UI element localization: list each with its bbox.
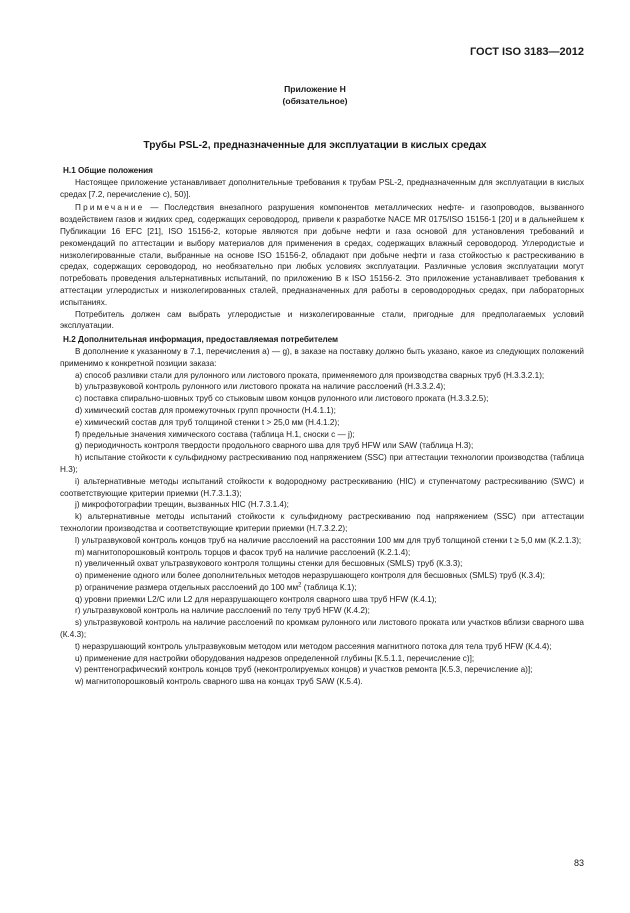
- superscript-2: 2: [298, 582, 302, 589]
- note-paragraph: [60, 202, 584, 308]
- list-item-b: b) ультразвуковой контроль рулонного или листового проката на наличие расслоений (Н.3.3.2.4);: [75, 382, 446, 392]
- list-item-f: f) предельные значения химического состава (таблица Н.1, сноски с — j);: [75, 429, 355, 439]
- list-item-n: n) увеличенный охват ультразвукового контроля толщины стенки для бесшовных (SMLS) труб (К.3.3);: [75, 559, 463, 569]
- section-heading-h1: Н.1 Общие положения: [63, 166, 153, 175]
- paragraph-h2-intro: В дополнение к указанному в 7.1, перечисления а) — g), в заказе на поставку должно быть указано, какое из следующих положений применимо к конкретной позиции заказа:: [60, 346, 584, 368]
- appendix-heading: [0, 83, 630, 107]
- list-item-p: [60, 582, 584, 594]
- list-item-w: w) магнитопорошковый контроль сварного шва на концах труб SAW (К.5.4).: [75, 677, 363, 687]
- appendix-status: (обязательное): [282, 96, 348, 106]
- standard-number: ГОСТ ISO 3183—2012: [469, 46, 584, 58]
- list-item-l: l) ультразвуковой контроль концов труб на наличие расслоений на расстоянии 100 мм для труб толщиной стенки t ≥ 5,0 мм (К.2.1.3);: [75, 535, 582, 545]
- list-item-k: k) альтернативные методы испытаний стойкости к сульфидному растрескиванию под напряжением (SSC) при аттестации технологии производства и соответствующие критерии приемки (Н.7.3.2.2);: [60, 512, 584, 533]
- list-item-c: с) поставка спирально-шовных труб со стыковым швом концов рулонного или листового проката (Н.3.3.2.5);: [75, 394, 489, 404]
- note-label: Примечание: [75, 203, 145, 213]
- appendix-title: Приложение Н: [284, 84, 346, 94]
- list-item-h: h) испытание стойкости к сульфидному растрескиванию под напряжением (SSC) при аттестации технологии производства (таблица Н.3);: [60, 453, 584, 474]
- list-item-g: g) периодичность контроля твердости продольного сварного шва для труб HFW или SAW (таблица Н.3);: [75, 441, 474, 451]
- paragraph-h1-intro: Настоящее приложение устанавливает дополнительные требования к трубам PSL-2, предназначенным для эксплуатации в кислых средах [7.2, перечисление с), 50)].: [60, 177, 584, 199]
- list-item-j: j) микрофотографии трещин, вызванных HIC (Н.7.3.1.4);: [75, 500, 289, 510]
- list-item-e: е) химический состав для труб толщиной стенки t > 25,0 мм (Н.4.1.2);: [75, 417, 340, 427]
- list-item-i: i) альтернативные методы испытаний стойкости к водородному растрескиванию (HIC) и ступенчатому растрескиванию (SWC) и соответствующие критерии приемки (Н.7.3.1.3);: [60, 476, 584, 498]
- list-item-q: q) уровни приемки L2/C или L2 для неразрушающего контроля сварного шва труб HFW (К.4.1);: [75, 594, 437, 604]
- list-item-d: d) химический состав для промежуточных групп прочности (Н.4.1.1);: [75, 405, 336, 415]
- list-item-t: t) неразрушающий контроль ультразвуковым методом или методом рассеяния магнитного потока для тела труб HFW (К.4.4);: [75, 641, 552, 651]
- list-item-s: s) ультразвуковой контроль на наличие расслоений по кромкам рулонного или листового проката или участков вблизи сварного шва (К.4.3);: [60, 618, 584, 640]
- note-text: — Последствия внезапного разрушения компонентов металлических нефте- и газопроводов, вызванного воздействием газов и жидких сред, содержащих сероводород, привели к разработке NACE MR 0175/ISO 15156-1 [20] и в дальнейшем к Публикации 16 EFC [21], ISO 15156-2, которые являются при добыче нефти и газа основой для установления требований и рекомендаций по аттестации и выбору материалов для применения в средах, содержащих влажный сероводород. Углеродистые и низколегированные стали, выбранные на основе ISO 15156-2, обладают при добыче нефти и газа стойкостью к растрескиванию в средах, содержащих сероводород, но необязательно при любых условиях эксплуатации. Различные условия эксплуатации могут потребовать проведения альтернативных испытаний, по приложению В к ISO 15156-2. Это приложение устанавливает требования к аттестации углеродистых и низколегированных сталей, предназначенных для работы в сероводородных средах, при лабораторных испытаниях.: [60, 203, 584, 307]
- paragraph-h1-consumer: Потребитель должен сам выбрать углеродистые и низколегированные стали, пригодные для предполагаемых условий эксплуатации.: [60, 309, 584, 331]
- page-number: 83: [573, 858, 584, 868]
- list-item-p-tail: (таблица К.1);: [301, 582, 357, 592]
- list-item-v: v) рентгенографический контроль концов труб (неконтролируемых концов) и участков ремонта [К.5.3, перечисление а)];: [75, 665, 533, 675]
- list-item-r: r) ультразвуковой контроль на наличие расслоений по телу труб HFW (К.4.2);: [75, 606, 370, 616]
- list-item-o: о) применение одного или более дополнительных методов неразрушающего контроля для бесшовных (SMLS) труб (К.3.4);: [75, 571, 545, 581]
- list-item-m: m) магнитопорошковый контроль торцов и фасок труб на наличие расслоений (К.2.1.4);: [75, 547, 411, 557]
- section-heading-h2: Н.2 Дополнительная информация, предоставляемая потребителем: [63, 335, 339, 345]
- appendix-body: [60, 165, 584, 688]
- appendix-main-title: Трубы PSL-2, предназначенные для эксплуатации в кислых средах: [143, 140, 487, 151]
- list-item-u: u) применение для настройки оборудования надрезов определенной глубины [К.5.1.1, перечисление с)];: [75, 653, 475, 663]
- list-item-p-text: p) ограничение размера отдельных расслоений до 100 мм: [75, 582, 299, 592]
- list-item-a: а) способ разливки стали для рулонного или листового проката, применяемого для производства сварных труб (Н.3.3.2.1);: [75, 370, 545, 380]
